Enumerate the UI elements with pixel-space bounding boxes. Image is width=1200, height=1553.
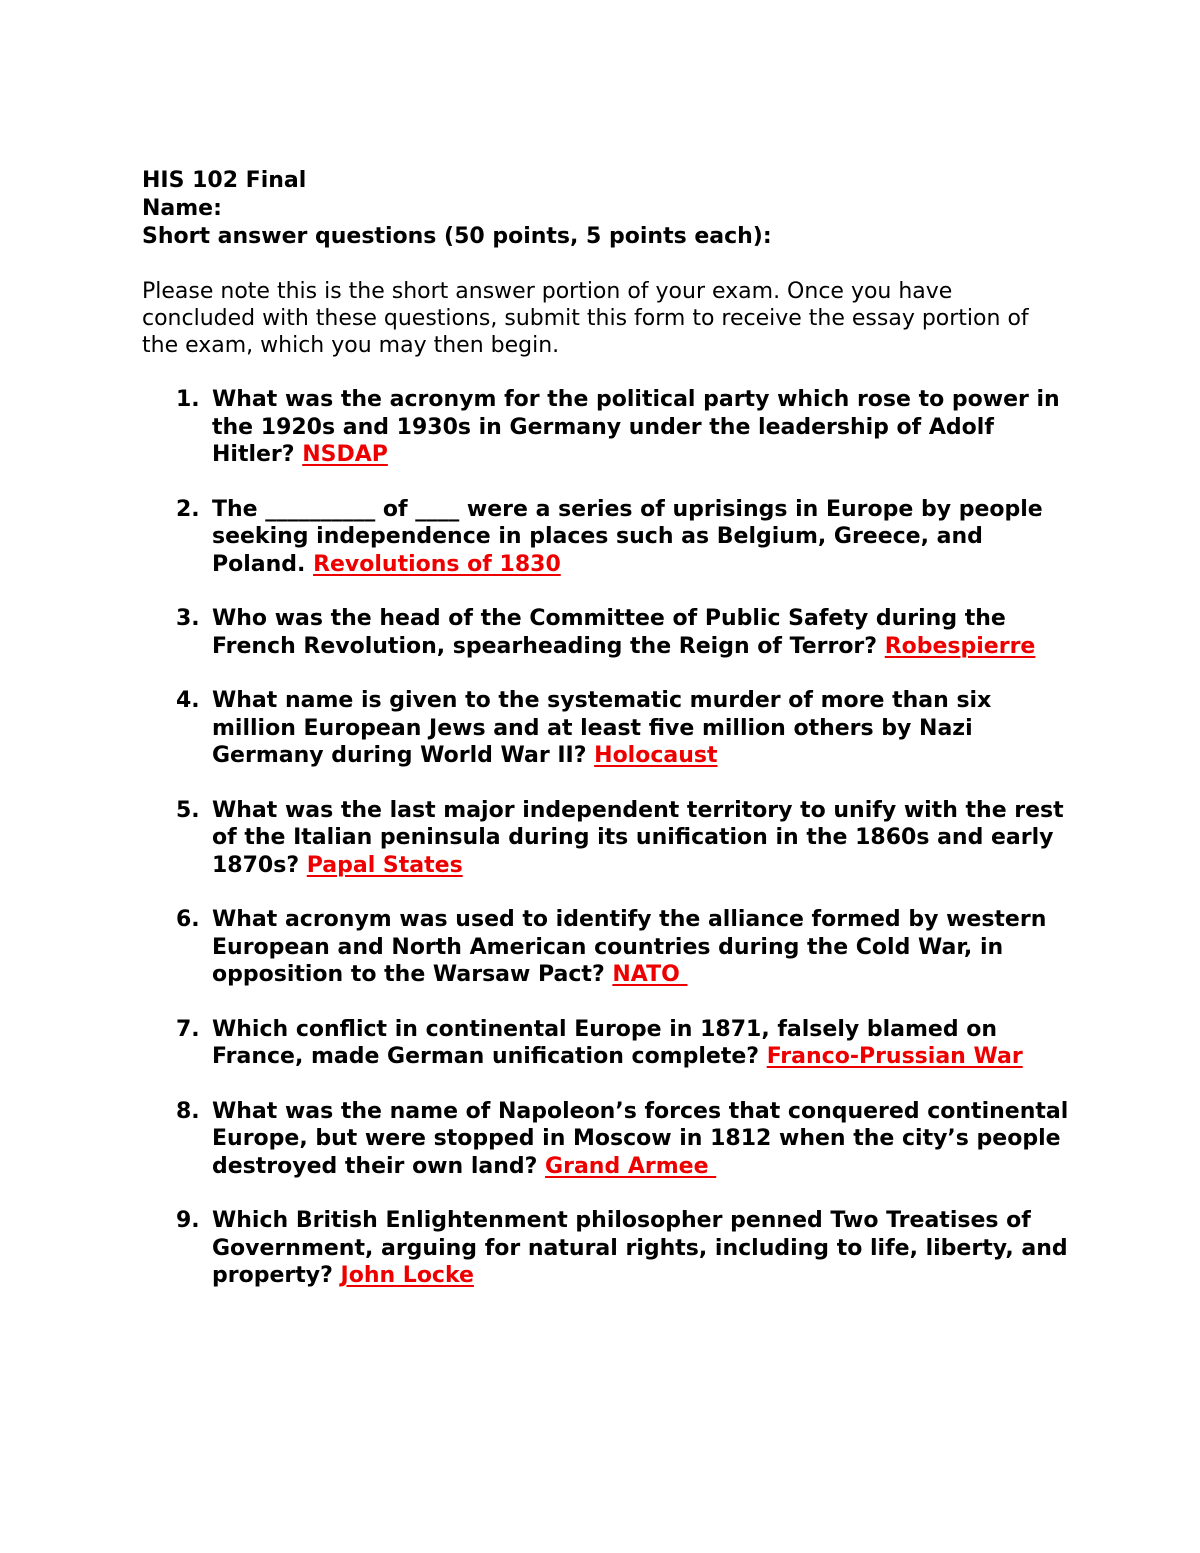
question-item [142,797,1072,880]
answer-text: Revolutions of 1830 [313,551,561,577]
answer-text: John Locke [340,1263,474,1288]
question-item [142,687,1072,770]
question-text: What was the acronym for the political party which rose to power in the 1920s and 1930s in Germany under the leadership of Adolf Hitler? [212,387,1060,467]
question-item [142,386,1072,469]
question-number: 6. [176,907,200,932]
question-list [142,386,1072,1290]
question-item [142,906,1072,989]
intro-paragraph: Please note this is the short answer portion of your exam. Once you have concluded with these questions, submit this form to receive the essay portion of the exam, which you may then begin. [142,279,1029,358]
question-text: What name is given to the systematic murder of more than six million European Jews and at least five million others by Nazi Germany during World War II? [212,688,992,768]
question-number: 5. [176,797,200,823]
exam-page [142,167,1072,1317]
question-number: 8. [176,1098,200,1124]
answer-text: NSDAP [302,442,388,467]
question-text: What was the last major independent territory to unify with the rest of the Italian peninsula during its unification in the 1860s and early 1870s? [212,797,1064,878]
answer-text: NATO [612,962,688,987]
answer-text: Papal States [306,852,463,878]
question-text: The __________ of ____ were a series of uprisings in Europe by people seeking independence in places such as Belgium, Greece, and Poland. [212,496,1043,577]
question-number: 2. [176,496,200,522]
answer-text: Franco-Prussian War [766,1044,1023,1069]
question-number: 1. [176,387,200,412]
question-item [142,496,1072,579]
name-label: Name: [142,196,222,221]
course-title: HIS 102 Final [142,168,307,193]
question-number: 3. [176,606,200,631]
question-text: What acronym was used to identify the alliance formed by western European and North American countries during the Cold War, in opposition to the Warsaw Pact? [212,907,1047,987]
question-text: Which conflict in continental Europe in 1871, falsely blamed on France, made German unification complete? [212,1016,998,1069]
question-number: 7. [176,1016,200,1042]
question-text: Who was the head of the Committee of Public Safety during the French Revolution, spearheading the Reign of Terror? [212,606,1006,659]
question-item [142,1207,1072,1290]
question-text: What was the name of Napoleon’s forces that conquered continental Europe, but were stopped in Moscow in 1812 when the city’s people destroyed their own land? [212,1098,1069,1179]
question-number: 9. [176,1208,200,1233]
answer-text: Holocaust [594,743,718,768]
answer-text: Grand Armee [545,1153,717,1179]
question-number: 4. [176,688,200,713]
question-item [142,1016,1072,1071]
question-item [142,605,1072,660]
question-item [142,1098,1072,1181]
answer-text: Robespierre [884,633,1036,659]
question-text: Which British Enlightenment philosopher penned Two Treatises of Government, arguing for natural rights, including to life, liberty, and property? [212,1208,1068,1288]
section-title: Short answer questions (50 points, 5 points each): [142,224,772,249]
